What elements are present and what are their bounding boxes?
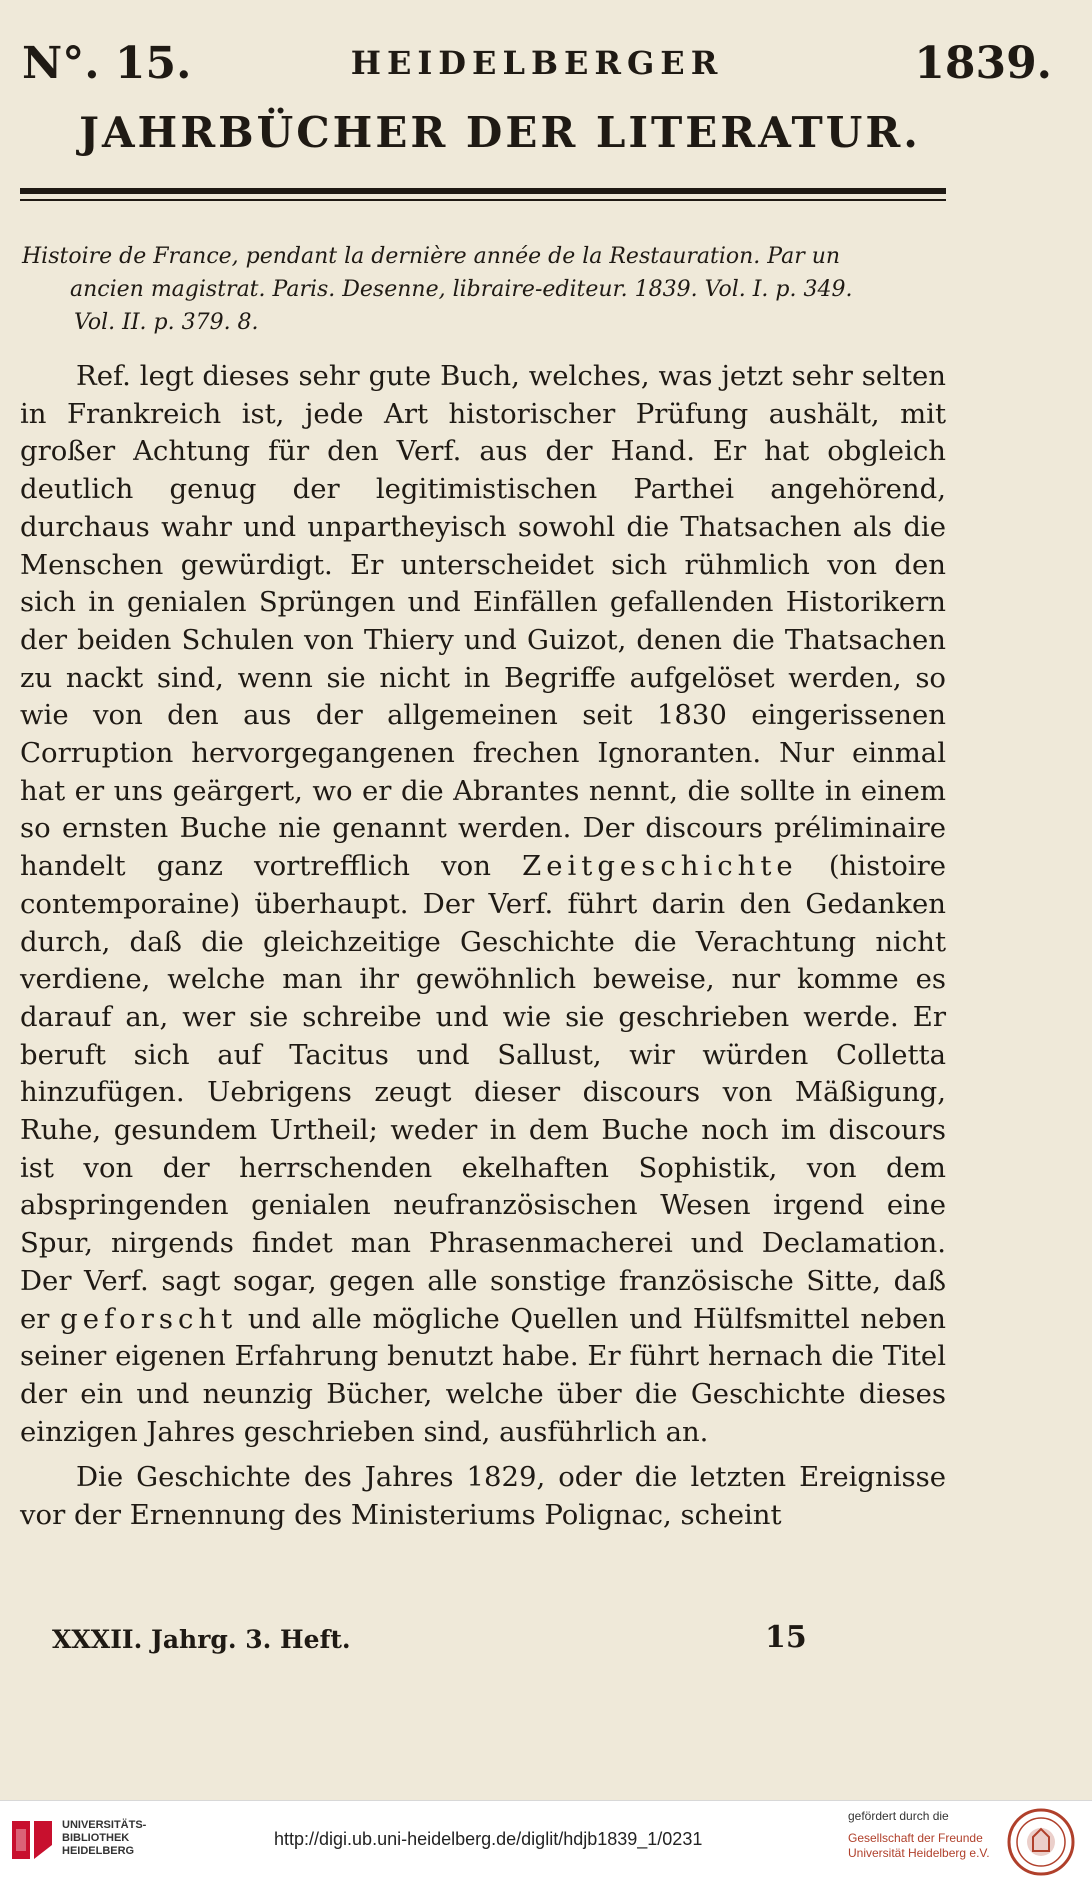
- citation-line-2: ancien magistrat. Paris. Desenne, libraire-editeur. 1839. Vol. I. p. 349.: [70, 277, 853, 302]
- review-body: [20, 358, 946, 1543]
- university-library-name: [62, 1819, 146, 1858]
- university-seal-icon: [1006, 1807, 1076, 1877]
- journal-title: HEIDELBERGER: [350, 44, 724, 82]
- issue-number: N°. 15.: [22, 38, 192, 89]
- page-number: 15: [765, 1620, 807, 1655]
- issue-year: 1839.: [914, 38, 1052, 89]
- journal-header: [22, 38, 1052, 98]
- citation-line-1: Histoire de France, pendant la dernière année de la Restauration. Par un: [22, 244, 841, 269]
- emphasis-zeitgeschichte: Zeitgeschichte: [522, 850, 798, 883]
- viewer-footer-bar: [0, 1800, 1092, 1881]
- library-line-3: HEIDELBERG: [62, 1845, 135, 1857]
- journal-subtitle: JAHRBÜCHER DER LITERATUR.: [79, 108, 921, 157]
- paragraph-2: Die Geschichte des Jahres 1829, oder die letzten Ereignisse vor der Ernennung des Ministeriums Polignac, scheint: [20, 1461, 946, 1532]
- paragraph-1-part-1: Ref. legt dieses sehr gute Buch, welches, was jetzt sehr selten in Frankreich ist, jede Art historischer Prüfung aushält, mit großer Achtung für den Verf. aus der Hand. Er hat obgleich deutlich genug der legitimistischen Parthei angehörend, durchaus wahr und unpartheyisch sowohl die Thatsachen als die Menschen gewürdigt. Er unterscheidet sich rühmlich von den sich in genialen Sprüngen und Einfällen gefallenden Historikern der beiden Schulen von Thiery und Guizot, denen die Thatsachen zu nackt sind, wenn sie nicht in Begriffe aufgelöset werden, so wie von den aus der allgemeinen seit 1830 eingerissenen Corruption hervorgegangenen frechen Ignoranten. Nur einmal hat er uns geärgert, wo er die Abrantes nennt, die sollte in einem so ernsten Buche nie genannt werden. Der discours préliminaire handelt ganz vortrefflich von: [20, 360, 946, 883]
- funded-by-label: gefördert durch die: [848, 1809, 949, 1823]
- library-line-1: UNIVERSITÄTS-: [62, 1819, 147, 1831]
- university-library-logo-icon[interactable]: [10, 1815, 54, 1865]
- header-rule-thick: [20, 188, 946, 194]
- paragraph-1: [20, 358, 946, 1451]
- header-rule-thin: [20, 199, 946, 201]
- permalink-url[interactable]: http://digi.ub.uni-heidelberg.de/diglit/hdjb1839_1/0231: [274, 1829, 703, 1849]
- society-name[interactable]: [848, 1831, 990, 1861]
- paragraph-1-part-2: (histoire contemporaine) überhaupt. Der Verf. führt darin den Gedanken durch, daß die gleichzeitige Geschichte die Verachtung nicht verdiene, welche man ihr gewöhnlich beweise, nur komme es darauf an, wer sie schreibe und wie sie geschrieben werde. Er beruft sich auf Tacitus und Sallust, wir würden Colletta hinzufügen. Uebrigens zeugt dieser discours von Mäßigung, Ruhe, gesundem Urtheil; weder in dem Buche noch im discours ist von der herrschenden ekelhaften Sophistik, von dem abspringenden genialen neufranzösischen Wesen irgend eine Spur, nirgends findet man Phrasenmacherei und Declamation. Der Verf. sagt sogar, gegen alle sonstige französische Sitte, daß er: [20, 850, 946, 1335]
- emphasis-geforscht: geforscht: [60, 1302, 238, 1335]
- paragraph-1-part-3: und alle mögliche Quellen und Hülfsmittel neben seiner eigenen Erfahrung benutzt habe. Er führt hernach die Titel der ein und neunzig Bücher, welche über die Geschichte dieses einzigen Jahres geschrieben sind, ausführlich an.: [20, 1302, 946, 1448]
- society-line-2: Universität Heidelberg e.V.: [848, 1846, 990, 1860]
- volume-signature: XXXII. Jahrg. 3. Heft.: [52, 1625, 351, 1654]
- book-citation: [22, 240, 944, 339]
- society-line-1: Gesellschaft der Freunde: [848, 1831, 983, 1845]
- library-line-2: BIBLIOTHEK: [62, 1832, 130, 1844]
- citation-line-3: Vol. II. p. 379. 8.: [74, 310, 259, 335]
